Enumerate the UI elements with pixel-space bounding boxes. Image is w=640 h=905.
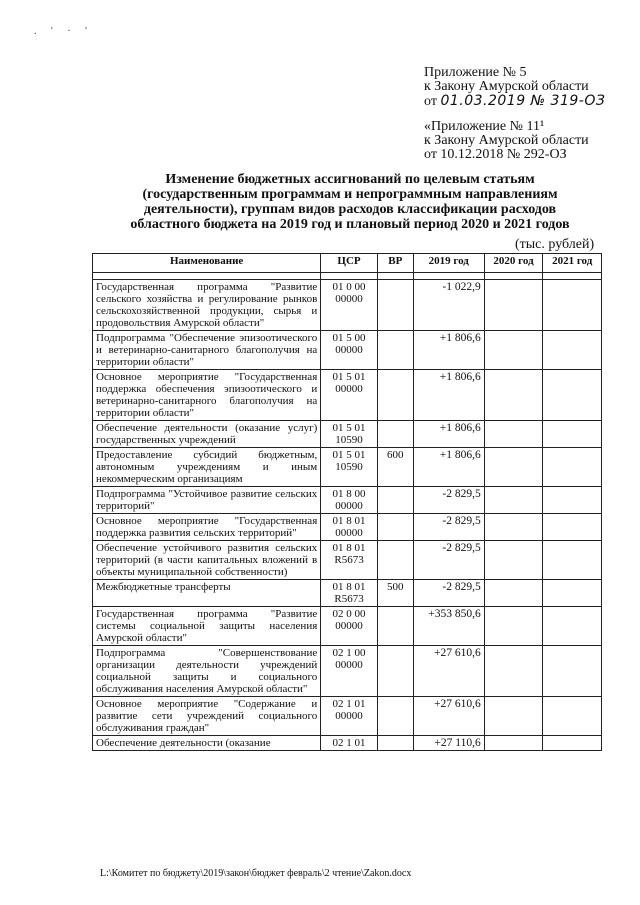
cell-vr	[377, 646, 413, 697]
cell-vr: 600	[377, 448, 413, 487]
spacer-cell	[321, 273, 378, 280]
cell-y2020	[484, 487, 543, 514]
cell-y2020	[484, 421, 543, 448]
cell-y2020	[484, 370, 543, 421]
spacer-cell	[484, 273, 543, 280]
table-row	[93, 646, 602, 697]
cell-name: Предоставление субсидий бюджетным, автономным учреждениям и иным некоммерческим организациям	[93, 448, 321, 487]
budget-table	[92, 253, 602, 751]
cell-y2019: +27 610,6	[413, 697, 484, 736]
cell-csr: 01 5 01 10590	[321, 448, 378, 487]
file-path-footer: L:\Комитет по бюджету\2019\закон\бюджет февраль\2 чтение\Zakon.docx	[100, 868, 412, 879]
cell-vr	[377, 421, 413, 448]
cell-y2020	[484, 607, 543, 646]
table-row	[93, 697, 602, 736]
table-row	[93, 331, 602, 370]
cell-y2021	[543, 331, 602, 370]
cell-csr: 02 1 01	[321, 736, 378, 751]
cell-csr: 01 8 01 R5673	[321, 541, 378, 580]
col-header-2021: 2021 год	[543, 254, 602, 273]
cell-y2021	[543, 448, 602, 487]
cell-y2019: +1 806,6	[413, 448, 484, 487]
spacer-cell	[93, 273, 321, 280]
cell-name: Межбюджетные трансферты	[93, 580, 321, 607]
cell-y2021	[543, 514, 602, 541]
table-row	[93, 541, 602, 580]
cell-csr: 01 5 01 00000	[321, 370, 378, 421]
cell-y2019: -2 829,5	[413, 580, 484, 607]
cell-name: Основное мероприятие "Государственная поддержка обеспечения эпизоотического и ветеринарно-санитарного благополучия на территории области"	[93, 370, 321, 421]
cell-name: Обеспечение деятельности (оказание услуг) государственных учреждений	[93, 421, 321, 448]
col-header-vr: ВР	[377, 254, 413, 273]
cell-y2019: -1 022,9	[413, 280, 484, 331]
title-line-3: деятельности), группам видов расходов классификации расходов	[143, 202, 557, 217]
units-label: (тыс. рублей)	[515, 237, 595, 252]
cell-y2020	[484, 697, 543, 736]
cell-y2019: +27 610,6	[413, 646, 484, 697]
appendix-5-title: Приложение № 5	[424, 65, 527, 80]
cell-y2021	[543, 607, 602, 646]
col-header-csr: ЦСР	[321, 254, 378, 273]
cell-y2021	[543, 421, 602, 448]
cell-vr: 500	[377, 580, 413, 607]
cell-y2019: +353 850,6	[413, 607, 484, 646]
table-header-row	[93, 254, 602, 273]
cell-vr	[377, 541, 413, 580]
cell-vr	[377, 736, 413, 751]
cell-vr	[377, 607, 413, 646]
appendix-5-date	[424, 94, 624, 109]
appendix-11-date: от 10.12.2018 № 292-ОЗ	[424, 147, 567, 162]
table-row	[93, 736, 602, 751]
col-header-2020: 2020 год	[484, 254, 543, 273]
cell-csr: 01 8 00 00000	[321, 487, 378, 514]
title-line-4: областного бюджета на 2019 год и плановый период 2020 и 2021 годов	[130, 217, 570, 232]
cell-y2020	[484, 331, 543, 370]
table-row	[93, 280, 602, 331]
appendix-5-block	[424, 66, 624, 109]
scan-marks: . ' · '	[34, 26, 93, 37]
cell-name: Подпрограмма "Совершенствование организации деятельности учреждений социальной защиты и социального обслуживания населения Амурской области"	[93, 646, 321, 697]
table-row	[93, 448, 602, 487]
cell-y2019: -2 829,5	[413, 541, 484, 580]
cell-y2021	[543, 646, 602, 697]
cell-vr	[377, 331, 413, 370]
cell-y2020	[484, 514, 543, 541]
cell-y2020	[484, 448, 543, 487]
table-row	[93, 514, 602, 541]
cell-vr	[377, 487, 413, 514]
cell-name: Обеспечение устойчивого развития сельских территорий (в части капитальных вложений в объекты муниципальной собственности)	[93, 541, 321, 580]
cell-csr: 02 1 01 00000	[321, 697, 378, 736]
appendix-11-law: к Закону Амурской области	[424, 133, 589, 148]
cell-csr: 02 1 00 00000	[321, 646, 378, 697]
appendix-11-block	[424, 120, 624, 162]
table-row	[93, 607, 602, 646]
cell-y2021	[543, 580, 602, 607]
cell-vr	[377, 280, 413, 331]
table-row	[93, 421, 602, 448]
cell-y2019: +1 806,6	[413, 421, 484, 448]
spacer-cell	[543, 273, 602, 280]
cell-y2020	[484, 646, 543, 697]
cell-name: Государственная программа "Развитие системы социальной защиты населения Амурской области"	[93, 607, 321, 646]
title-line-1: Изменение бюджетных ассигнований по целевым статьям	[165, 172, 535, 187]
cell-name: Государственная программа "Развитие сельского хозяйства и регулирование рынков сельскохозяйственной продукции, сырья и продовольствия Амурской области"	[93, 280, 321, 331]
cell-y2019: -2 829,5	[413, 487, 484, 514]
appendix-5-date-prefix: от	[424, 94, 437, 109]
table-spacer-row	[93, 273, 602, 280]
spacer-cell	[413, 273, 484, 280]
cell-csr: 01 5 00 00000	[321, 331, 378, 370]
cell-csr: 02 0 00 00000	[321, 607, 378, 646]
cell-y2020	[484, 541, 543, 580]
cell-name: Подпрограмма "Устойчивое развитие сельских территорий"	[93, 487, 321, 514]
table-row	[93, 580, 602, 607]
cell-y2021	[543, 280, 602, 331]
cell-vr	[377, 514, 413, 541]
cell-y2020	[484, 736, 543, 751]
cell-y2021	[543, 736, 602, 751]
cell-name: Основное мероприятие "Содержание и развитие сети учреждений социального обслуживания граждан"	[93, 697, 321, 736]
cell-name: Обеспечение деятельности (оказание	[93, 736, 321, 751]
cell-y2019: +27 110,6	[413, 736, 484, 751]
cell-vr	[377, 697, 413, 736]
cell-csr: 01 0 00 00000	[321, 280, 378, 331]
cell-y2021	[543, 487, 602, 514]
cell-vr	[377, 370, 413, 421]
spacer-cell	[377, 273, 413, 280]
handwritten-date: 01.03.2019 № 319-ОЗ	[440, 93, 606, 109]
cell-y2021	[543, 541, 602, 580]
table-row	[93, 370, 602, 421]
table-body	[93, 273, 602, 751]
cell-csr: 01 8 01 00000	[321, 514, 378, 541]
cell-csr: 01 8 01 R5673	[321, 580, 378, 607]
cell-y2019: +1 806,6	[413, 331, 484, 370]
cell-y2020	[484, 280, 543, 331]
appendix-11-title: «Приложение № 11¹	[424, 119, 545, 134]
cell-name: Основное мероприятие "Государственная поддержка развития сельских территорий"	[93, 514, 321, 541]
cell-y2020	[484, 580, 543, 607]
cell-y2019: -2 829,5	[413, 514, 484, 541]
appendix-5-law: к Закону Амурской области	[424, 79, 589, 94]
col-header-2019: 2019 год	[413, 254, 484, 273]
cell-name: Подпрограмма "Обеспечение эпизоотического и ветеринарно-санитарного благополучия на территории области"	[93, 331, 321, 370]
cell-y2021	[543, 697, 602, 736]
cell-y2021	[543, 370, 602, 421]
title-line-2: (государственным программам и непрограммным направлениям	[142, 187, 558, 202]
table-row	[93, 487, 602, 514]
cell-y2019: +1 806,6	[413, 370, 484, 421]
document-title	[100, 172, 600, 232]
cell-csr: 01 5 01 10590	[321, 421, 378, 448]
col-header-name: Наименование	[93, 254, 321, 273]
